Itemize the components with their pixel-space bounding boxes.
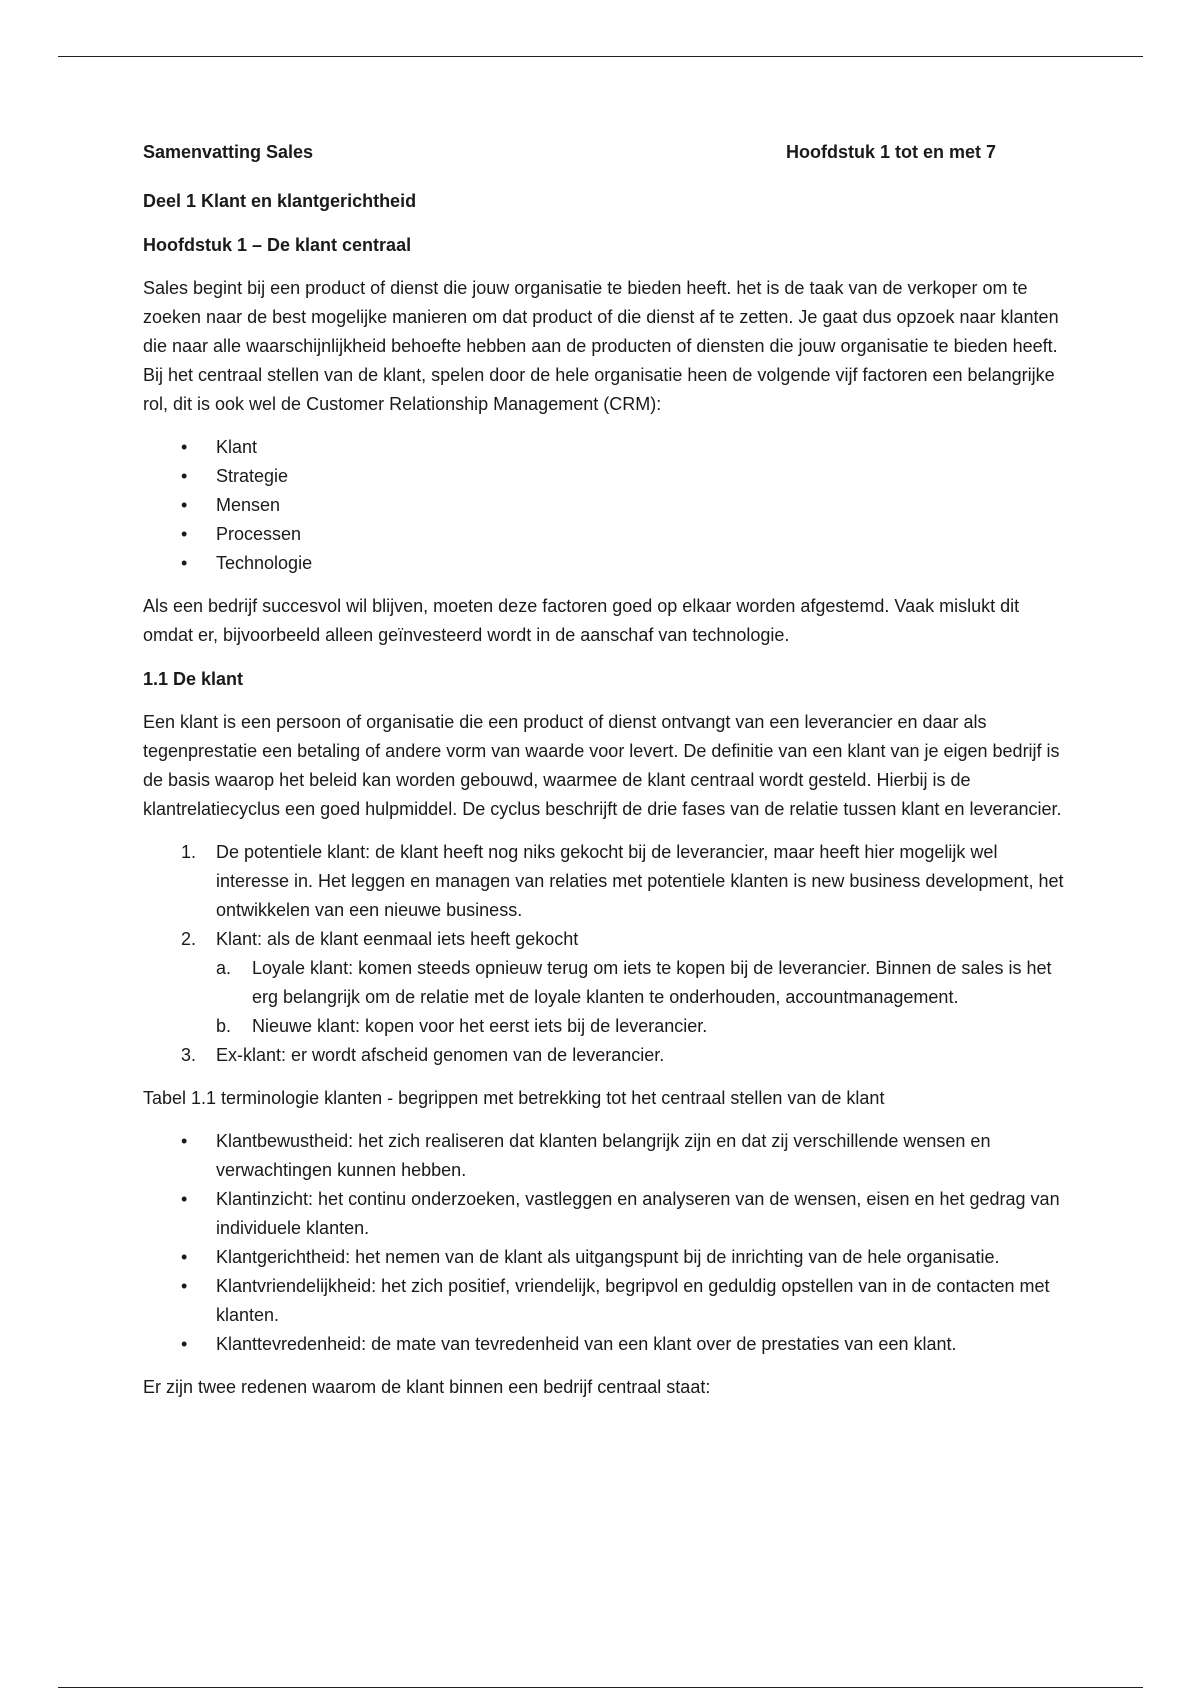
list-item: b. Nieuwe klant: kopen voor het eerst iets bij de leverancier.: [216, 1012, 1068, 1041]
bullet-icon: •: [181, 1334, 188, 1354]
list-item: • Klant: [143, 433, 1068, 462]
list-item: • Klantvriendelijkheid: het zich positief, vriendelijk, begripvol en geduldig opstellen van in de contacten met klanten.: [143, 1272, 1068, 1330]
list-marker: 2.: [181, 929, 197, 949]
bullet-icon: •: [181, 437, 188, 457]
document-header: [143, 142, 1068, 172]
list-item: • Strategie: [143, 462, 1068, 491]
footer-rule: [58, 1687, 1143, 1688]
document-title: Samenvatting Sales: [143, 142, 314, 162]
list-marker: b.: [216, 1016, 232, 1036]
list-marker: a.: [216, 958, 232, 978]
bullet-icon: •: [181, 495, 188, 515]
list-item: • Klantinzicht: het continu onderzoeken, vastleggen en analyseren van de wensen, eisen en het gedrag van individuele klanten.: [143, 1185, 1068, 1243]
bullet-icon: •: [181, 1189, 188, 1209]
section-title: 1.1 De klant: [143, 669, 244, 689]
closing-paragraph: Er zijn twee redenen waarom de klant binnen een bedrijf centraal staat:: [143, 1377, 711, 1397]
list-item: a. Loyale klant: komen steeds opnieuw terug om iets te kopen bij de leverancier. Binnen de sales is het erg belangrijk om de relatie met de loyale klanten te onderhouden, accountmanagement.: [216, 954, 1068, 1012]
klant-definition: Een klant is een persoon of organisatie die een product of dienst ontvangt van een leverancier en daar als tegenprestatie een betaling of andere vorm van waarde voor levert. De definitie van een klant van je eigen bedrijf is de basis waarop het beleid kan worden gebouwd, waarmee de klant centraal wordt gesteld. Hierbij is de klantrelatiecyclus een goed hulpmiddel. De cyclus beschrijft de drie fases van de relatie tussen klant en leverancier.: [143, 712, 1062, 819]
intro-paragraph: Sales begint bij een product of dienst die jouw organisatie te bieden heeft. het is de taak van de verkoper om te zoeken naar de best mogelijke manieren om dat product of die dienst af te zetten. Je gaat dus opzoek naar klanten die naar alle waarschijnlijkheid behoefte hebben aan de producten of diensten die jouw organisatie te bieden heeft. Bij het centraal stellen van de klant, spelen door de hele organisatie heen de volgende vijf factoren een belangrijke rol, dit is ook wel de Customer Relationship Management (CRM):: [143, 278, 1059, 414]
part-title: Deel 1 Klant en klantgerichtheid: [143, 191, 417, 211]
bullet-icon: •: [181, 1131, 188, 1151]
sub-phase-list: [216, 954, 1068, 1041]
document-page: [143, 142, 1068, 1416]
list-item: 3. Ex-klant: er wordt afscheid genomen van de leverancier.: [143, 1041, 1068, 1070]
chapter-range: Hoofdstuk 1 tot en met 7: [786, 142, 997, 162]
list-marker: 3.: [181, 1045, 197, 1065]
chapter-title: Hoofdstuk 1 – De klant centraal: [143, 235, 412, 255]
bullet-icon: •: [181, 524, 188, 544]
list-item: • Technologie: [143, 549, 1068, 578]
factors-conclusion: Als een bedrijf succesvol wil blijven, moeten deze factoren goed op elkaar worden afgestemd. Vaak mislukt dit omdat er, bijvoorbeeld alleen geïnvesteerd wordt in de aanschaf van technologie.: [143, 596, 1020, 645]
list-item: • Klantbewustheid: het zich realiseren dat klanten belangrijk zijn en dat zij verschillende wensen en verwachtingen kunnen hebben.: [143, 1127, 1068, 1185]
list-item: 2. Klant: als de klant eenmaal iets heeft gekocht a. Loyale klant: komen steeds opnieuw terug om iets te kopen bij de leverancier. Binnen de sales is het erg belangrijk om de relatie met de loyale klanten te onderhouden, accountmanagement. b. Nieuwe klant: kopen voor het eerst iets bij de leverancier.: [143, 925, 1068, 1041]
bullet-icon: •: [181, 466, 188, 486]
bullet-icon: •: [181, 1276, 188, 1296]
bullet-icon: •: [181, 1247, 188, 1267]
bullet-icon: •: [181, 553, 188, 573]
header-rule: [58, 56, 1143, 57]
table-caption: Tabel 1.1 terminologie klanten - begrippen met betrekking tot het centraal stellen van de klant: [143, 1088, 885, 1108]
list-marker: 1.: [181, 842, 197, 862]
list-item: 1. De potentiele klant: de klant heeft nog niks gekocht bij de leverancier, maar heeft hier mogelijk wel interesse in. Het leggen en managen van relaties met potentiele klanten is new business development, het ontwikkelen van een nieuwe business.: [143, 838, 1068, 925]
term-list: [143, 1127, 1068, 1359]
list-item: • Klantgerichtheid: het nemen van de klant als uitgangspunt bij de inrichting van de hele organisatie.: [143, 1243, 1068, 1272]
phase-list: [143, 838, 1068, 1070]
list-item: • Klanttevredenheid: de mate van tevredenheid van een klant over de prestaties van een klant.: [143, 1330, 1068, 1359]
list-item: • Mensen: [143, 491, 1068, 520]
list-item: • Processen: [143, 520, 1068, 549]
crm-factor-list: [143, 433, 1068, 578]
